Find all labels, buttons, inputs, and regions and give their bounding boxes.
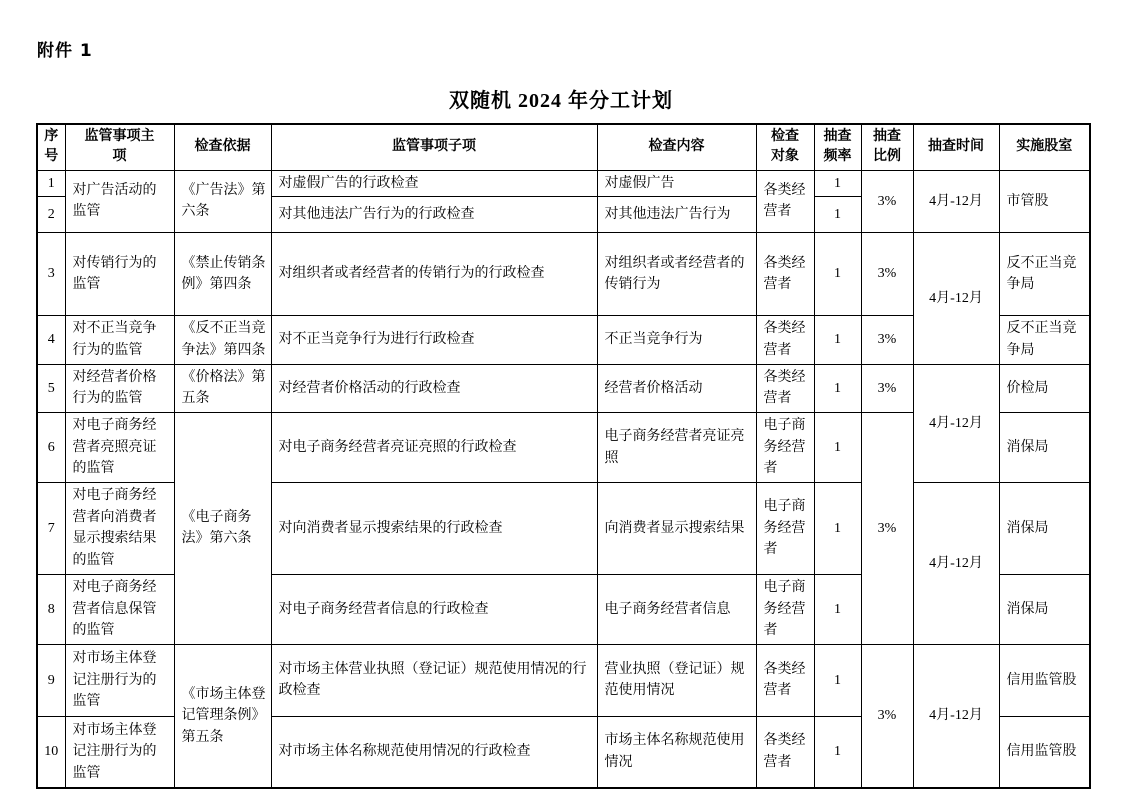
cell-content: 对其他违法广告行为 (597, 197, 756, 233)
cell-main-item: 对不正当竞争行为的监管 (65, 316, 174, 364)
header-time: 抽查时间 (913, 124, 999, 170)
cell-sub-item: 对电子商务经营者亮证亮照的行政检查 (271, 413, 597, 483)
cell-main-item: 对市场主体登记注册行为的监管 (65, 716, 174, 788)
header-frequency: 抽查频率 (814, 124, 861, 170)
cell-target: 电子商务经营者 (756, 483, 814, 575)
cell-main-item: 对电子商务经营者亮照亮证的监管 (65, 413, 174, 483)
cell-sub-item: 对其他违法广告行为的行政检查 (271, 197, 597, 233)
page-title: 双随机 2024 年分工计划 (449, 90, 673, 112)
cell-frequency: 1 (814, 483, 861, 575)
table-row (37, 233, 1090, 316)
cell-basis: 《反不正当竞争法》第四条 (174, 316, 271, 364)
header-content: 检查内容 (597, 124, 756, 170)
cell-content: 对组织者或者经营者的传销行为 (597, 233, 756, 316)
cell-department: 反不正当竞争局 (999, 316, 1090, 364)
cell-basis: 《广告法》第六条 (174, 170, 271, 233)
cell-department: 信用监管股 (999, 716, 1090, 788)
cell-content: 向消费者显示搜索结果 (597, 483, 756, 575)
cell-target: 各类经营者 (756, 644, 814, 716)
cell-ratio: 3% (861, 316, 913, 364)
cell-target: 各类经营者 (756, 716, 814, 788)
cell-frequency: 1 (814, 364, 861, 412)
header-row (37, 124, 1090, 170)
cell-frequency: 1 (814, 170, 861, 197)
cell-sub-item: 对向消费者显示搜索结果的行政检查 (271, 483, 597, 575)
cell-department: 价检局 (999, 364, 1090, 412)
cell-department: 信用监管股 (999, 644, 1090, 716)
cell-basis: 《禁止传销条例》第四条 (174, 233, 271, 316)
cell-content: 市场主体名称规范使用情况 (597, 716, 756, 788)
header-target: 检查对象 (756, 124, 814, 170)
cell-department: 消保局 (999, 483, 1090, 575)
cell-department: 消保局 (999, 413, 1090, 483)
cell-ratio: 3% (861, 364, 913, 412)
cell-sub-item: 对虚假广告的行政检查 (271, 170, 597, 197)
cell-frequency: 1 (814, 574, 861, 644)
table-row (37, 364, 1090, 412)
cell-sub-item: 对电子商务经营者信息的行政检查 (271, 574, 597, 644)
cell-main-item: 对电子商务经营者信息保管的监管 (65, 574, 174, 644)
cell-sub-item: 对市场主体营业执照（登记证）规范使用情况的行政检查 (271, 644, 597, 716)
cell-time: 4月-12月 (913, 233, 999, 364)
cell-seq: 7 (37, 483, 65, 575)
cell-main-item: 对传销行为的监管 (65, 233, 174, 316)
cell-sub-item: 对不正当竞争行为进行行政检查 (271, 316, 597, 364)
cell-basis: 《价格法》第五条 (174, 364, 271, 412)
cell-frequency: 1 (814, 644, 861, 716)
cell-sub-item: 对组织者或者经营者的传销行为的行政检查 (271, 233, 597, 316)
cell-content: 不正当竞争行为 (597, 316, 756, 364)
cell-time: 4月-12月 (913, 364, 999, 482)
cell-frequency: 1 (814, 413, 861, 483)
table-row (37, 170, 1090, 197)
header-basis: 检查依据 (174, 124, 271, 170)
cell-seq: 5 (37, 364, 65, 412)
cell-target: 各类经营者 (756, 364, 814, 412)
cell-main-item: 对电子商务经营者向消费者显示搜索结果的监管 (65, 483, 174, 575)
table-container (36, 123, 1091, 789)
cell-time: 4月-12月 (913, 170, 999, 233)
header-sub-item: 监管事项子项 (271, 124, 597, 170)
cell-seq: 9 (37, 644, 65, 716)
cell-target: 各类经营者 (756, 233, 814, 316)
cell-seq: 2 (37, 197, 65, 233)
cell-basis: 《电子商务法》第六条 (174, 413, 271, 645)
cell-sub-item: 对经营者价格活动的行政检查 (271, 364, 597, 412)
cell-target: 电子商务经营者 (756, 574, 814, 644)
cell-target: 电子商务经营者 (756, 413, 814, 483)
cell-seq: 1 (37, 170, 65, 197)
cell-department: 反不正当竞争局 (999, 233, 1090, 316)
cell-seq: 10 (37, 716, 65, 788)
cell-main-item: 对经营者价格行为的监管 (65, 364, 174, 412)
cell-target: 各类经营者 (756, 170, 814, 233)
cell-frequency: 1 (814, 197, 861, 233)
cell-ratio: 3% (861, 170, 913, 233)
cell-seq: 4 (37, 316, 65, 364)
table-row (37, 644, 1090, 716)
cell-ratio: 3% (861, 413, 913, 645)
cell-content: 电子商务经营者亮证亮照 (597, 413, 756, 483)
cell-time: 4月-12月 (913, 644, 999, 788)
cell-seq: 8 (37, 574, 65, 644)
cell-seq: 3 (37, 233, 65, 316)
header-seq: 序号 (37, 124, 65, 170)
cell-ratio: 3% (861, 233, 913, 316)
cell-ratio: 3% (861, 644, 913, 788)
header-ratio: 抽查比例 (861, 124, 913, 170)
cell-content: 营业执照（登记证）规范使用情况 (597, 644, 756, 716)
work-plan-table (36, 123, 1091, 789)
attachment-label: 附件 1 (37, 41, 93, 61)
cell-sub-item: 对市场主体名称规范使用情况的行政检查 (271, 716, 597, 788)
header-department: 实施股室 (999, 124, 1090, 170)
cell-department: 消保局 (999, 574, 1090, 644)
cell-seq: 6 (37, 413, 65, 483)
cell-frequency: 1 (814, 233, 861, 316)
cell-frequency: 1 (814, 316, 861, 364)
header-main-item: 监管事项主项 (65, 124, 174, 170)
cell-content: 经营者价格活动 (597, 364, 756, 412)
cell-time: 4月-12月 (913, 483, 999, 645)
cell-frequency: 1 (814, 716, 861, 788)
cell-content: 对虚假广告 (597, 170, 756, 197)
cell-department: 市管股 (999, 170, 1090, 233)
cell-main-item: 对广告活动的监管 (65, 170, 174, 233)
cell-basis: 《市场主体登记管理条例》第五条 (174, 644, 271, 788)
cell-content: 电子商务经营者信息 (597, 574, 756, 644)
cell-main-item: 对市场主体登记注册行为的监管 (65, 644, 174, 716)
cell-target: 各类经营者 (756, 316, 814, 364)
